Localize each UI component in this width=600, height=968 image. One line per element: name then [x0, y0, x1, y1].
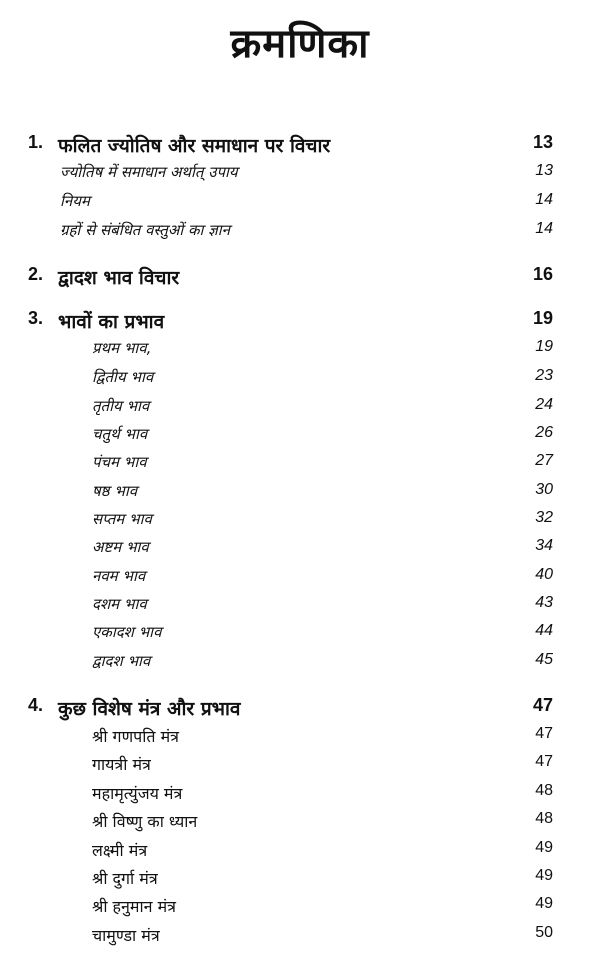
- toc-chapter-1[interactable]: [0, 132, 600, 160]
- toc-item[interactable]: [0, 452, 600, 480]
- toc-item[interactable]: [0, 367, 600, 395]
- page-number: 49: [535, 895, 553, 912]
- toc-item[interactable]: [0, 867, 600, 895]
- page-number: 48: [535, 782, 553, 799]
- page-number: 50: [535, 924, 553, 941]
- chapter-title: द्वादश भाव विचार: [58, 267, 180, 289]
- item-title: महामृत्युंजय मंत्र: [92, 784, 183, 803]
- chapter-title: भावों का प्रभाव: [58, 311, 165, 333]
- chapter-number: 4.: [28, 695, 44, 715]
- item-title: श्री हनुमान मंत्र: [92, 897, 177, 916]
- toc-item[interactable]: [0, 839, 600, 867]
- page-number: 16: [532, 264, 553, 284]
- toc-item[interactable]: [0, 537, 600, 565]
- toc-item[interactable]: [0, 810, 600, 838]
- chapter-title: फलित ज्योतिष और समाधान पर विचार: [58, 135, 331, 157]
- page-number: 14: [535, 220, 553, 237]
- page-number: 47: [532, 695, 553, 715]
- page-number: 45: [535, 651, 553, 668]
- toc-item[interactable]: [0, 753, 600, 781]
- item-title: तृतीय भाव: [92, 397, 150, 415]
- toc-item[interactable]: [0, 424, 600, 452]
- item-title: श्री विष्णु का ध्यान: [92, 812, 198, 831]
- item-title: द्वादश भाव: [92, 652, 151, 670]
- page-number: 40: [535, 566, 553, 583]
- item-title: लक्ष्मी मंत्र: [92, 841, 148, 860]
- item-title: द्वितीय भाव: [92, 368, 154, 386]
- page-number: 47: [535, 725, 553, 742]
- page-number: 49: [535, 867, 553, 884]
- toc-item[interactable]: [0, 162, 600, 190]
- page-number: 19: [532, 308, 553, 328]
- item-title: एकादश भाव: [92, 623, 162, 641]
- page-number: 47: [535, 753, 553, 770]
- page-number: 23: [535, 367, 553, 384]
- toc-item[interactable]: [0, 622, 600, 650]
- item-title: षष्ठ भाव: [92, 482, 138, 500]
- toc-item[interactable]: [0, 725, 600, 753]
- page-number: 48: [535, 810, 553, 827]
- toc-item[interactable]: [0, 566, 600, 594]
- item-title: चामुण्डा मंत्र: [92, 926, 160, 945]
- toc-item[interactable]: [0, 509, 600, 537]
- toc-chapter-2[interactable]: [0, 264, 600, 292]
- item-title: प्रथम भाव,: [92, 339, 152, 357]
- page-number: 27: [535, 452, 553, 469]
- toc-item[interactable]: [0, 338, 600, 366]
- page-number: 26: [535, 424, 553, 441]
- toc-item[interactable]: [0, 191, 600, 219]
- item-title: पंचम भाव: [92, 453, 147, 471]
- toc-item[interactable]: [0, 396, 600, 424]
- item-title: नियम: [60, 192, 90, 210]
- page-number: 14: [535, 191, 553, 208]
- item-title: ज्योतिष में समाधान अर्थात् उपाय: [60, 163, 238, 181]
- item-title: सप्तम भाव: [92, 510, 152, 528]
- item-title: श्री दुर्गा मंत्र: [92, 869, 158, 888]
- chapter-number: 3.: [28, 308, 44, 328]
- page-number: 34: [535, 537, 553, 554]
- toc-item[interactable]: [0, 924, 600, 952]
- item-title: श्री गणपति मंत्र: [92, 727, 179, 746]
- toc-item[interactable]: [0, 220, 600, 248]
- page-number: 24: [535, 396, 553, 413]
- item-title: अष्टम भाव: [92, 538, 149, 556]
- toc-item[interactable]: [0, 481, 600, 509]
- toc-chapter-3[interactable]: [0, 308, 600, 336]
- item-title: गायत्री मंत्र: [92, 755, 151, 774]
- page-number: 13: [532, 132, 553, 152]
- item-title: ग्रहों से संबंधित वस्तुओं का ज्ञान: [60, 221, 230, 239]
- chapter-title: कुछ विशेष मंत्र और प्रभाव: [58, 698, 241, 720]
- page-number: 44: [535, 622, 553, 639]
- page-number: 43: [535, 594, 553, 611]
- page-number: 49: [535, 839, 553, 856]
- page-number: 13: [535, 162, 553, 179]
- item-title: नवम भाव: [92, 567, 146, 585]
- page-number: 32: [535, 509, 553, 526]
- item-title: चतुर्थ भाव: [92, 425, 148, 443]
- toc-chapter-4[interactable]: [0, 695, 600, 723]
- toc-item[interactable]: [0, 594, 600, 622]
- item-title: दशम भाव: [92, 595, 147, 613]
- page-number: 19: [535, 338, 553, 355]
- chapter-number: 2.: [28, 264, 44, 284]
- toc-item[interactable]: [0, 782, 600, 810]
- chapter-number: 1.: [28, 132, 44, 152]
- toc-item[interactable]: [0, 651, 600, 679]
- page-title: क्रमणिका: [230, 21, 370, 67]
- page-number: 30: [535, 481, 553, 498]
- toc-item[interactable]: [0, 895, 600, 923]
